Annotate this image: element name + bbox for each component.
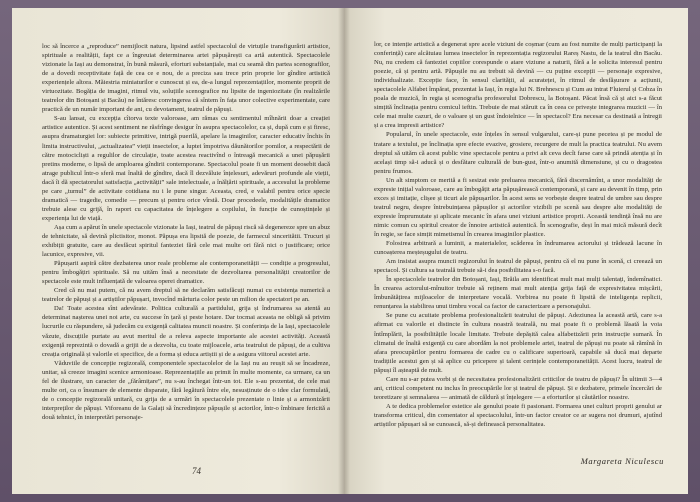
paragraph: Păpușarii aspiră către dezbaterea unor reale probleme ale contemporaneității — condiție a progresului, pentru îmbogățiri spirituale. Să nu uităm însă a necesitate de dezvoltarea personalității creatorilor de spectacole este mult influențată de valoarea operei dramatice. — [42, 260, 330, 286]
author-signature: Margareta Niculescu — [580, 456, 664, 466]
book-gutter — [338, 8, 350, 494]
right-page — [344, 8, 688, 494]
paragraph: Da! Toate acestea sînt adevărate. Politica culturală a partidului, grija și îndrumarea sa atentă au determinat nașterea unei noi arte, cu succese în țară și peste hotare. Dar tocmai aceasta ne obligă să privim lucrurile cu răspundere, să judecăm cu exigență calitatea muncii noastre. Și conferința de la Iași, spectacolele văzute, discuțiile purtate au avut meritul de a releva aspecte importante ale acestei activități. Această exigență reprezintă o dovadă a grijii de a dezvolta, cu toate mijloacele, arta teatrului de păpuși, de a cultiva creația originală și valorile ei specifice, de a forma și educa artiștii și de a asigura viitorul acestei arte. — [42, 305, 330, 358]
paragraph: Am insistat asupra muncii regizorului în teatrul de păpuși, pentru că el nu pune în scenă, ci creează un spectacol. Și cultura sa teatrală trebuie să-i dea posibilitatea s-o facă. — [374, 258, 662, 275]
left-page — [12, 8, 344, 494]
paragraph: Care nu s-ar putea vorbi și de necesitatea profesionalizării criticilor de teatru de păpuși? În ultimii 3—4 ani, criticul competent nu inclus în preocupările lor și teatrul de păpuși. Și e dezbatere, primele încercări de teoretizare și semnalarea — animată de căldură și înțelegere — a eforturilor și căutărilor noastre. — [374, 375, 662, 401]
left-page-text — [42, 42, 330, 422]
paragraph: A te dedica problemelor estetice ale genului poate fi pasionant. Formarea unei culturi proprii genului ar transforma criticul, din comentator al spectacolului, într-un factor creator ce ar sugera noi drumuri, ajutînd artiștilor păpușari să se cunoască, să-și definească personalitatea. — [374, 402, 662, 428]
paragraph: Așa cum a apărut în unele spectacole vizionate la Iași, teatrul de păpuși riscă să degenereze spre un abuz de tehnicitate, să devină plictisitor, monot. Păpușa era lipsită de poezie, de farmecul sinceritătii. Trucuri și exhibiții gratuite, care au desfăcut spiritul fanteziei fără cele mai multe ori fără nici o justificare; orice lacunice, expresive, vii. — [42, 223, 330, 259]
paragraph: Un alt simptom ce merită a fi sesizat este preluarea mecanică, fără discernămînt, a unor modalități de expresie inițial valoroase, care au îmbogățit arta păpușărească contemporană, și care au devenit în timp, prin exces și imitație, clișee și ticuri ale păpușarilor. În acest sens se vorbește despre teatrul de umbre sau despre teatrul negru, despre întrebuințarea păpușilor și actorilor vizibili pe scenă sau despre alte modalități de expresie împrumutate și aplicate mecanic în afara unei viziuni artistice proprii. Această tendință însă nu are nimic comun cu spiritul creator de înnoire artistică autentică. În scenografie, deși în mai mică măsură decît în regie, se face simțit mimetismul în crearea imaginilor plastice. — [374, 176, 662, 238]
page-number: 74 — [192, 466, 201, 476]
paragraph: Popularul, în unele spectacole, este înțeles în sensul vulgarului, care-și pune pecetea și pe modul de tratare a textului, pe înclinația spre efecte evazive, grosiere, recurgere de mult la practica teatrului. Nu avem dreptul să uităm că acest public vine spectacole pentru a privi alt ceva decît farse care să prindă atenția și în același timp să-i aducă și o desfătare culturală de bun-gust, într-o anumită dimensiune, și cu o dragostea pentru frumos. — [374, 131, 662, 175]
right-page-text — [374, 40, 662, 429]
paragraph: S-au lansat, cu excepția cîtorva texte valoroase, am rămas cu sentimentul mîhnării doar a creației artistice autentice. Și acest sentiment ne răsfrînge desigur în asupra spectacolelor, ca și, după cum e și firesc, asupra dramaturgiei lor: subiecte primitive, intrigă puerilă, apelare la imaginilor, caracter educativ închis în limita instructivului, „actualizatea” vieții insectelor, a luptei împotriva dăunătorilor pomilor, a respectării de către motocicliști a regulilor de circulație, toate acestea reactivînd o întreagă mecanică a unei păpușării pretins moderne, o lipsă de amploarea gîndirii contemporane. Spectacolul poate fi un moment deosebit dacă atrage publicul într-o sferă mai înaltă de gîndire, dacă îl dezvăluie înțelesuri, adevăruri profunde ale vieții, dacă îi dă spectatorului satisfacția „activității” sale intelectuale, a înălțării spirituale, a accesului la probleme pe care „turnul” de activitate cotidiana nu i le pune singur. Aceasta, cred, e valabil pentru orice specie dramatică — tragedie, comedie — precum și pentru orice vîrstă. Doar procedeele, modalitățile dramatice trebuie alese cu grijă, în raport cu capacitatea de înțelegere a copilului, în funcție de cunoștințele și experiența lui de viață. — [42, 115, 330, 222]
paragraph: Cred că nu mai putem, că nu avem dreptul să ne declarăm satisfăcuți numai cu existența numerică a teatrelor de păpuși și a artiștilor păpușari, invocînd mărturia color peste un milion de spectatori pe an. — [42, 287, 330, 304]
paragraph: loc să încerce a „reproduce” nemijlocit natura, lipsind astfel spectacolul de virtuțile transfigurării artistice, spirituale a realității, fapt ce a îngreuiat determinarea artei păpușărești ca artă autentică. Spectacolele vizionate la Iași au demonstrat, în bună măsură, eforturi substanțiale, mai cu seamă din partea scenografilor, de a dovedi receptivitate față de cea ce e nou, de a preciza sau trece prin proprie lor gîndire artistică experiențele altora. Măiestria miniaturilor e cunoscut și ea, de-a lungul reprezentațiilor, momente proprii de virtuozitate. Bogăția de imagini, ritmul viu, soluțiile scenografice nu lipsite de ingeniozitate (în realizările teatrelor din Botoșani și Bacău) ne întăresc convingerea că sîntem în fața unor colective experimentate, care practică de un număr important de ani, cu devotament, teatrul de păpuși. — [42, 43, 330, 114]
paragraph: Se pune cu acuitate problema profesionalizării teatrului de păpuși. Adeziunea la această artă, care s-a afirmat cu valorile ei distincte în cultura noastră teatrală, nu mai poate fi o problemă lăsată la voia întîmplării, la posibilitățile locale limitate. Trebuie depășită calea alfabetizării prin instrucție sumară. În climatul de înaltă exigență cu care abordăm la noi problemele artei, teatrul de păpuși nu poate să rămînă în afara preocupărilor pentru formarea de cadre cu o calificare superioară, capabile să ducă mai departe tradițiile acestui gen și să aplice cu pricepere și talent cerințele contemporaneității. Acest lucru, teatrul de păpuși îl așteaptă de mult. — [374, 312, 662, 374]
paragraph: lor, ce intenție artistică a degenerat spre acele viziuni de coșmar (cum au fost numite de mulți participanți la conferință) care alcătuiau lumea insectelor în reprezentația regizorului Rareș Nastu, de la teatrul din Bacău. Nu, nu credem că fanteziei copiilor corespunde o atare viziune a naturii, fără a le solicita interesul pentru poezie, că și pentru artă. Păpușile nu au trebuit să devină — cu puține excepții — personaje expresive, individualizate. Excepție face, în sensul clarității, al acurateței, în ritmul de desfășurare a acțiunii, spectacolele Alfabet împărat, prezentat la Iași, în regia lui N. Brehnescu și Cum au intrat Fluierul și Cobza în poala de muzică, în regia și scenografia profesorului Dobrescu, la Botoșani. Păcat însă că și aici s-a făcut simțită înclinația pentru comicul ieftin. Trebuie de mai stăruit ca în ceea ce privește integrarea muzicii — în cele mai multe cazuri, de o valoare și un gust îndoielnice — în spectacol? Era necesar ca destinată a întregii și a crea impresii artistice? — [374, 41, 662, 130]
paragraph: Folosirea arbitrară a luminii, a materialelor, scăderea în îndrumarea actorului și trădează lacune în cunoașterea meșteșugului de teatru. — [374, 240, 662, 257]
paragraph: În spectacolele teatrelor din Botoșani, Iași, Brăila am identificat mult mai mulți talentați, îndemînatici. În crearea actorului-mînuitor trebuie să reținem mai mult atenția grija față de expresivitatea mișcării, îmbunătățirea mijloacelor de interpretare vocală. Vorbirea nu poate fi lipsită de inteligența replicii, renunțarea la stabilirea unui timbru vocal ca factor de caracterizare a personajului. — [374, 276, 662, 311]
paragraph: Văduviile de concepție regizorală, componentele spectacolelor de la Iași nu au reușit să se încadreze, unitar, să creeze imagini scenice armonioase. Reprezentațiile au primit în multe momente, ca urmare, ca un fel de ilustrare, un caracter de „fărâmițare”, nu s-au închegat într-un tot. Ele s-au prezentat, de cele mai multe ori, ca o însumare de elemente disparate, fără legătură între ele, nesusținute de o idee clar formulată, de o concepție regizorală unitară, cu grija de a urmări în spectacolele prezentate o linie și a armonizării interpreților de păpuși. Viforeanu de la Galați să încredințeze păpușile și actorilor, într-o îmbinare fericită a două tehnici, în interpretări personaje- — [42, 359, 330, 421]
